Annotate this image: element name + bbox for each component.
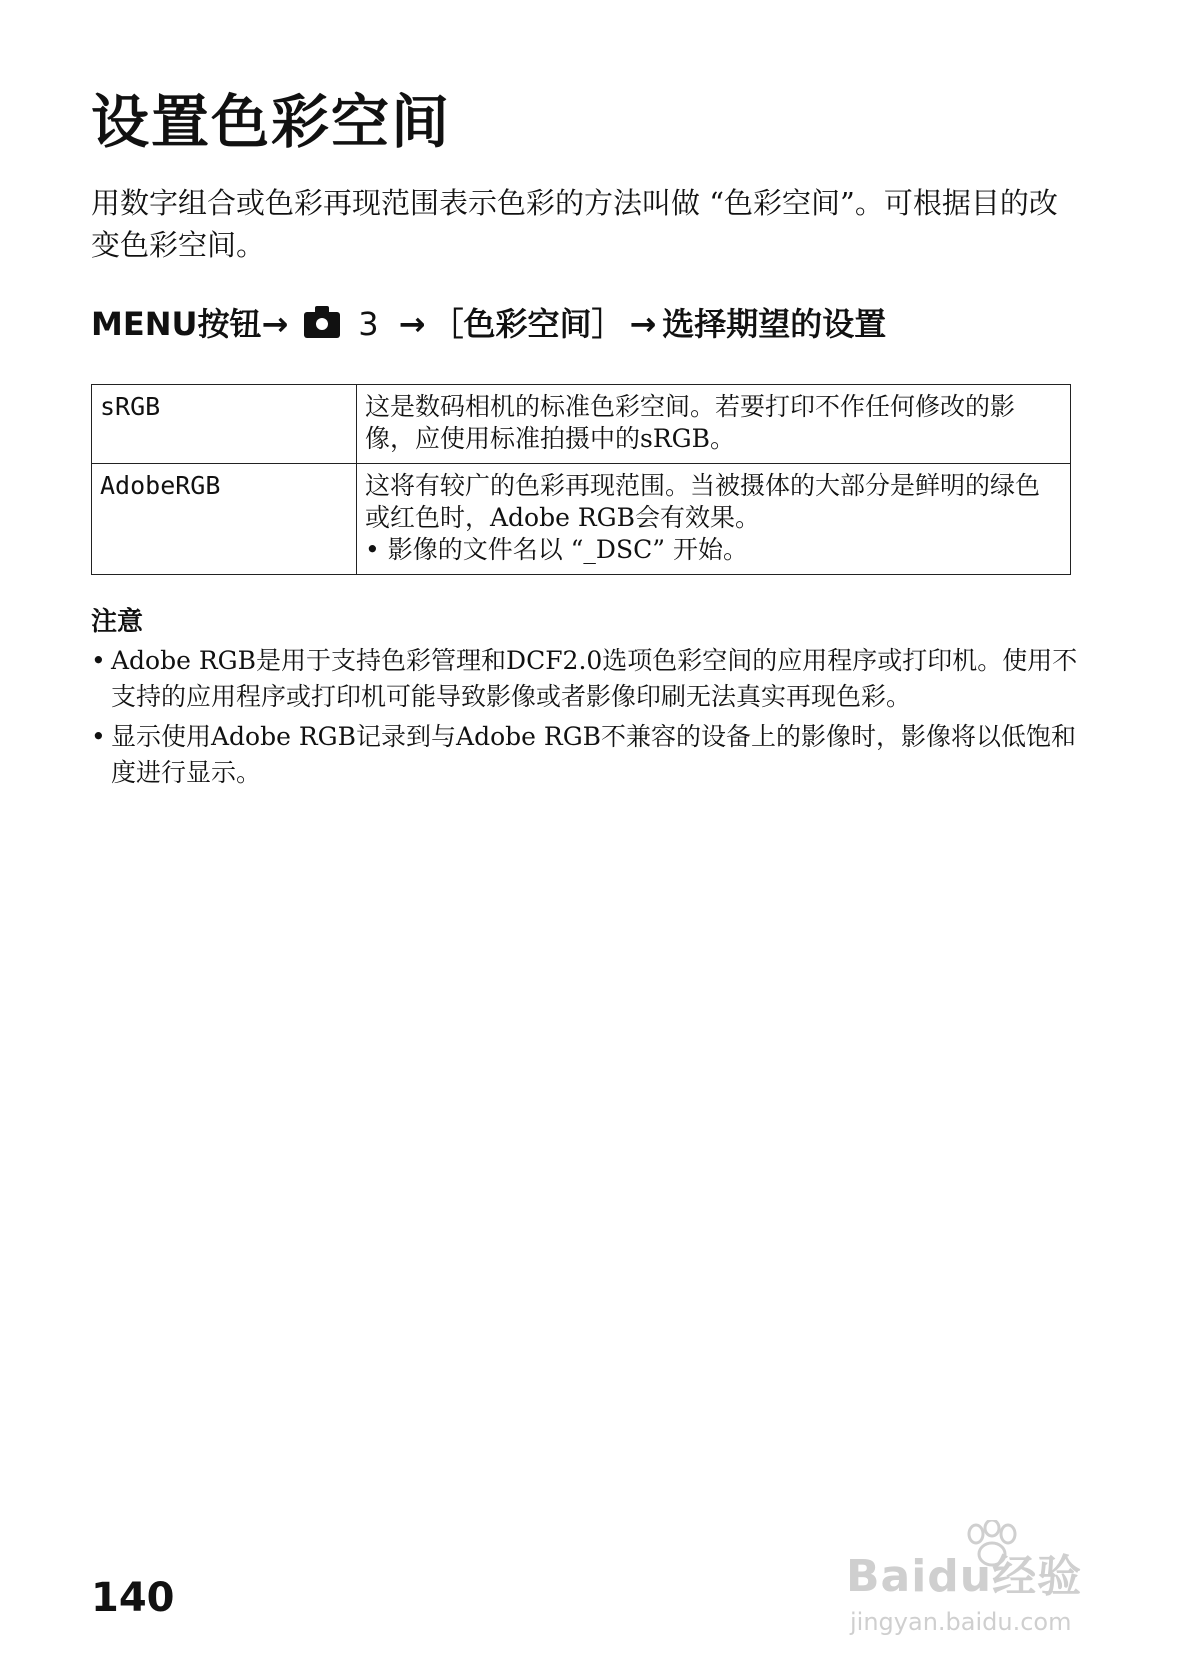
setting-description bbox=[357, 464, 1071, 575]
menu-item-label: ［色彩空间］ bbox=[431, 305, 624, 343]
page-title: 设置色彩空间 bbox=[91, 88, 452, 156]
description-line: • 影像的文件名以 “_DSC” 开始。 bbox=[365, 535, 748, 564]
page-number: 140 bbox=[91, 1575, 175, 1621]
menu-page-number: 3 bbox=[358, 305, 379, 343]
baidu-watermark bbox=[846, 1520, 1136, 1640]
menu-path bbox=[91, 304, 1091, 344]
setting-description bbox=[357, 385, 1071, 464]
description-line: 这将有较广的色彩再现范围。当被摄体的大部分是鲜明的绿色或红色时，Adobe RGB会有效果。 bbox=[365, 471, 1041, 532]
intro-paragraph: 用数字组合或色彩再现范围表示色彩的方法叫做 “色彩空间”。可根据目的改变色彩空间。 bbox=[91, 186, 1058, 262]
page-content bbox=[91, 80, 1091, 795]
setting-key: sRGB bbox=[92, 385, 357, 464]
list-item: • 显示使用Adobe RGB记录到与Adobe RGB不兼容的设备上的影像时，影像将以低饱和度进行显示。 bbox=[91, 719, 1081, 791]
watermark-logo: Baidu经验 bbox=[846, 1551, 1083, 1602]
settings-table bbox=[91, 384, 1071, 575]
list-item: • Adobe RGB是用于支持色彩管理和DCF2.0选项色彩空间的应用程序或打印机。使用不支持的应用程序或打印机可能导致影像或者影像印刷无法真实再现色彩。 bbox=[91, 643, 1081, 715]
table-row bbox=[92, 464, 1071, 575]
notes-list bbox=[91, 643, 1081, 791]
table-row bbox=[92, 385, 1071, 464]
arrow-icon: → bbox=[398, 305, 426, 343]
notes-title: 注意 bbox=[91, 607, 144, 637]
description-line: 这是数码相机的标准色彩空间。若要打印不作任何修改的影像，应使用标准拍摄中的sRGB。 bbox=[365, 392, 1016, 453]
menu-action-label: 选择期望的设置 bbox=[662, 305, 887, 343]
arrow-icon: → bbox=[629, 305, 657, 343]
camera-icon bbox=[304, 312, 340, 338]
setting-key: AdobeRGB bbox=[92, 464, 357, 575]
watermark-site: jingyan.baidu.com bbox=[850, 1608, 1072, 1636]
menu-button-label: MENU按钮→ bbox=[91, 305, 289, 343]
